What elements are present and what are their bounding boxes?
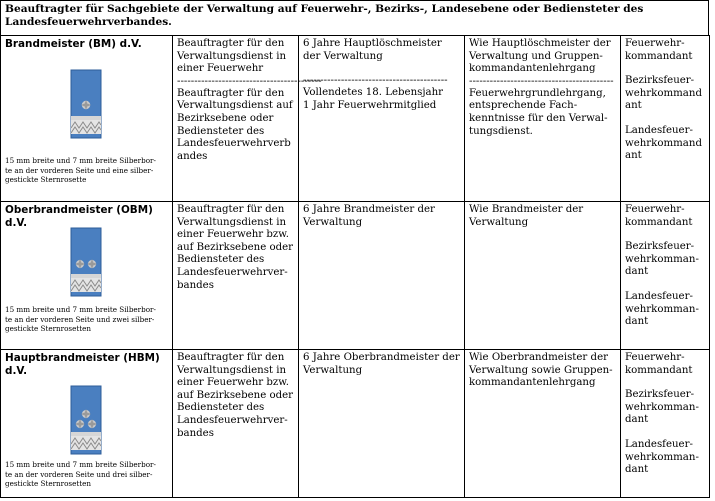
- training-cell: Wie Brandmeister der Verwaltung: [465, 202, 621, 350]
- rank-description: 15 mm breite und 7 mm breite Silberbor- te an der vorderen Seite und zwei silber- gestickte Sternrosetten: [5, 305, 156, 334]
- table-header: [0, 0, 709, 36]
- authority-cell: Feuerwehr- kommandant Bezirksfeuer- wehrkomman- dant Landesfeuer- wehrkomman- dant: [621, 350, 710, 498]
- authority-cell: Feuerwehr- kommandant Bezirksfeuer- wehrkommandant Landesfeuer- wehrkommandant: [621, 36, 710, 202]
- separator-dashes: ------------------------------------------: [469, 75, 614, 87]
- rank-cell-bm: [1, 36, 173, 202]
- rank-table: [0, 35, 710, 498]
- appointment-cell: Beauftragter für den Verwaltungsdienst in einer Feuerwehr ------------------------------------------ Beauftragter für den Verwaltungsdienst auf Bezirksebene oder Bediensteter des Landesfeuerwehrverbandes: [173, 36, 299, 202]
- rank-insignia-obm: [69, 226, 103, 298]
- requirements-cell: 6 Jahre Hauptlöschmeister der Verwaltung ------------------------------------------ Vollendetes 18. Lebensjahr 1 Jahr Feuerwehrmitglied: [299, 36, 465, 202]
- table-row: [1, 36, 710, 202]
- rank-cell-hbm: [1, 350, 173, 498]
- appointment-cell: Beauftragter für den Verwaltungsdienst in einer Feuerwehr bzw. auf Bezirksebene oder Bediensteter des Landesfeuerwehrver- bandes: [173, 350, 299, 498]
- training-cell: Wie Hauptlöschmeister der Verwaltung und Gruppen- kommandantenlehrgang ------------------------------------------ Feuerwehrgrundlehrgang, entsprechende Fach- kenntnisse für den Verwal- tungsdienst.: [465, 36, 621, 202]
- header-line-1: Beauftragter für Sachgebiete der Verwaltung auf Feuerwehr-, Bezirks-, Landesebene oder Bediensteter des: [5, 3, 644, 15]
- authority-cell: Feuerwehr- kommandant Bezirksfeuer- wehrkomman- dant Landesfeuer- wehrkomman- dant: [621, 202, 710, 350]
- rank-title: Hauptbrandmeister (HBM) d.V.: [5, 352, 160, 377]
- rank-title: Oberbrandmeister (OBM) d.V.: [5, 204, 153, 229]
- requirements-cell: 6 Jahre Brandmeister der Verwaltung: [299, 202, 465, 350]
- header-line-2: Landesfeuerwehrverbandes.: [5, 16, 172, 28]
- appointment-cell: Beauftragter für den Verwaltungsdienst in einer Feuerwehr bzw. auf Bezirksebene oder Bediensteter des Landesfeuerwehrver- bandes: [173, 202, 299, 350]
- separator-dashes: ------------------------------------------: [303, 75, 448, 87]
- requirements-cell: 6 Jahre Oberbrandmeister der Verwaltung: [299, 350, 465, 498]
- rank-description: 15 mm breite und 7 mm breite Silberbor- te an der vorderen Seite und eine silber- gestickte Sternrosette: [5, 156, 156, 185]
- rank-cell-obm: [1, 202, 173, 350]
- rank-description: 15 mm breite und 7 mm breite Silberbor- te an der vorderen Seite und drei silber- gestickte Sternrosetten: [5, 460, 156, 489]
- training-cell: Wie Oberbrandmeister der Verwaltung sowie Gruppen- kommandantenlehrgang: [465, 350, 621, 498]
- separator-dashes: ------------------------------------------: [177, 75, 322, 87]
- rank-insignia-bm: [69, 68, 103, 140]
- rank-title: Brandmeister (BM) d.V.: [5, 38, 142, 50]
- table-row: [1, 350, 710, 498]
- rank-insignia-hbm: [69, 384, 103, 456]
- table-row: [1, 202, 710, 350]
